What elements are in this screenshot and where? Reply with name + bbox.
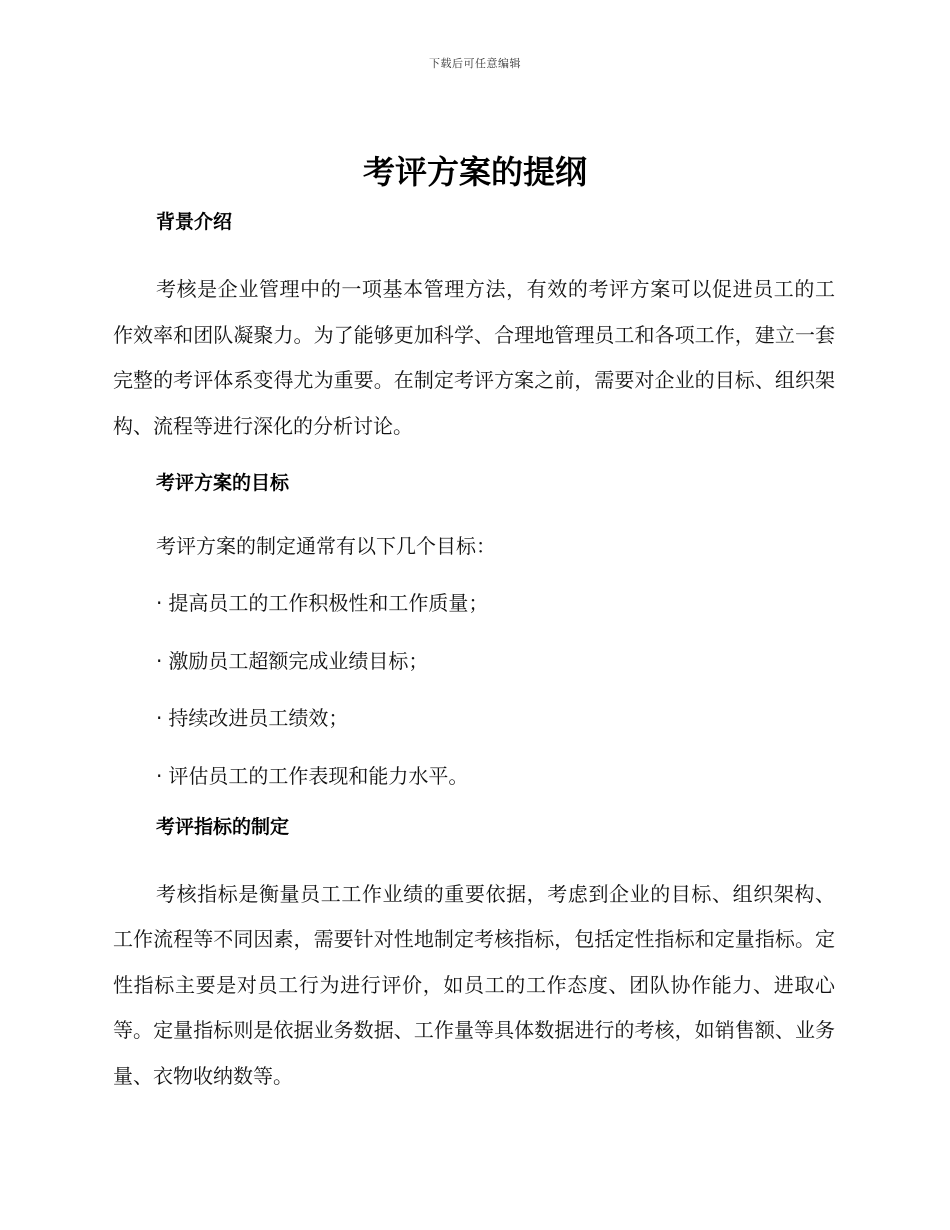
section-heading-goals: 考评方案的目标: [156, 472, 290, 494]
document-title: 考评方案的提纲: [362, 153, 587, 191]
bullet-icon: ·: [156, 648, 163, 673]
indicators-paragraph: 考核指标是衡量员工工作业绩的重要依据，考虑到企业的目标、组织架构、工作流程等不同因素，需要针对性地制定考核指标，包括定性指标和定量指标。定性指标主要是对员工行为进行评价，如员工的工作态度、团队协作能力、进取心等。定量指标则是依据业务数据、工作量等具体数据进行的考核，如销售额、业务量、衣物收纳数等。: [113, 881, 835, 1088]
list-item: [113, 633, 835, 690]
section-heading-background: 背景介绍: [156, 211, 233, 233]
list-item: [113, 748, 835, 805]
list-item-text: 评估员工的工作表现和能力水平。: [168, 763, 469, 788]
section-heading-indicators: 考评指标的制定: [156, 815, 290, 838]
list-item-text: 持续改进员工绩效；: [168, 706, 349, 731]
list-item-text: 提高员工的工作积极性和工作质量；: [168, 591, 489, 616]
list-item: [113, 690, 835, 747]
bullet-icon: ·: [156, 706, 163, 731]
bullet-icon: ·: [156, 763, 163, 788]
header-note: 下载后可任意编辑: [429, 57, 521, 70]
background-paragraph: 考核是企业管理中的一项基本管理方法，有效的考评方案可以促进员工的工作效率和团队凝聚力。为了能够更加科学、合理地管理员工和各项工作，建立一套完整的考评体系变得尤为重要。在制定考评方案之前，需要对企业的目标、组织架构、流程等进行深化的分析讨论。: [113, 277, 835, 438]
list-item: [113, 575, 835, 632]
goals-intro: 考评方案的制定通常有以下几个目标：: [156, 534, 496, 558]
bullet-icon: ·: [156, 591, 163, 616]
list-item-text: 激励员工超额完成业绩目标；: [168, 648, 429, 673]
document-body: [113, 200, 835, 1111]
